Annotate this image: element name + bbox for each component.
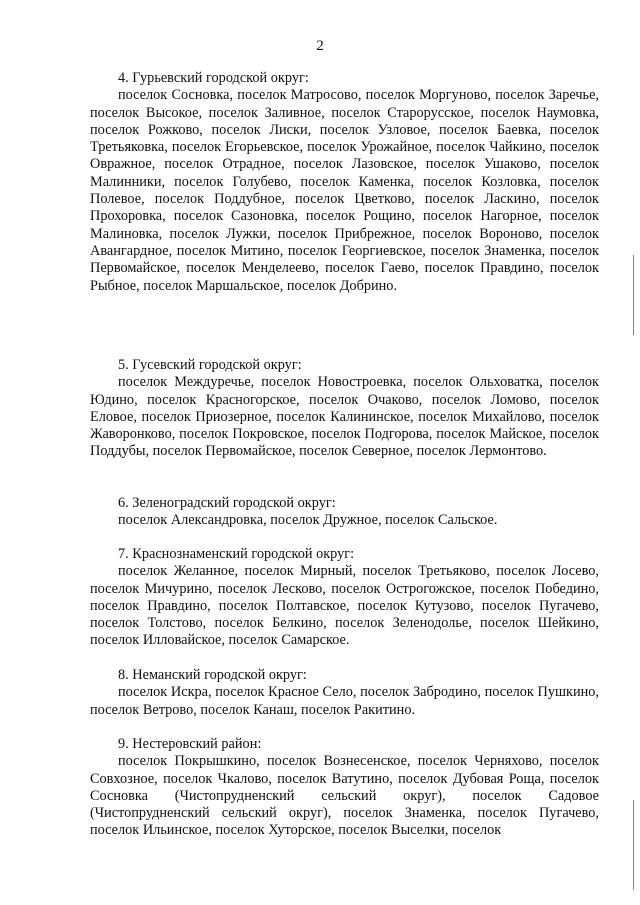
section-body: поселок Искра, поселок Красное Село, поселок Забродино, поселок Пушкино, поселок Ветрово, поселок Канаш, поселок Ракитино. [90, 684, 599, 718]
section-body: поселок Александровка, поселок Дружное, поселок Сальское. [118, 512, 498, 529]
section-body: поселок Желанное, поселок Мирный, поселок Третьяково, поселок Лосево, поселок Мичурино, поселок Лесково, поселок Острогожское, поселок Победино, поселок Правдино, поселок Полтавское, поселок Кутузово, поселок Пугачево, поселок Толстово, поселок Белкино, поселок Зеленодолье, поселок Шейкино, поселок Илловайское, поселок Самарское. [90, 563, 599, 649]
section-heading: 4. Гурьевский городской округ: [118, 70, 309, 86]
section-heading: 8. Неманский городской округ: [118, 667, 307, 683]
section-heading: 6. Зеленоградский городской округ: [118, 495, 336, 511]
section-neman [90, 667, 599, 719]
section-zelenogradsk [90, 495, 599, 530]
section-body: поселок Сосновка, поселок Матросово, поселок Моргуново, поселок Заречье, поселок Высокое, поселок Заливное, поселок Старорусское, поселок Наумовка, поселок Рожково, поселок Лиски, поселок Узловое, поселок Баевка, поселок Третьяковка, поселок Егорьевское, поселок Урожайное, поселок Чайкино, поселок Овражное, поселок Отрадное, поселок Лазовское, поселок Ушаково, поселок Малинники, поселок Голубево, поселок Каменка, поселок Козловка, поселок Полевое, поселок Поддубное, поселок Цветково, поселок Ласкино, поселок Прохоровка, поселок Сазоновка, поселок Рощино, поселок Нагорное, поселок Малиновка, поселок Лужки, поселок Прибрежное, поселок Вороново, поселок Авангардное, поселок Митино, поселок Георгиевское, поселок Знаменка, поселок Первомайское, поселок Менделеево, поселок Гаево, поселок Правдино, поселок Рыбное, поселок Маршальское, поселок Добрино. [90, 87, 599, 294]
scan-edge-mark [633, 800, 634, 890]
section-gusev [90, 357, 599, 461]
section-body: поселок Покрышкино, поселок Вознесенское, поселок Черняхово, поселок Совхозное, поселок Чкалово, поселок Ватутино, поселок Дубовая Роща, поселок Сосновка (Чистопрудненский сельский округ), поселок Садовое (Чистопрудненский сельский округ), поселок Знаменка, поселок Пугачево, поселок Ильинское, поселок Хуторское, поселок Выселки, поселок [90, 753, 599, 839]
section-krasnoznamensk [90, 546, 599, 650]
section-heading: 7. Краснознаменский городской округ: [118, 546, 355, 562]
section-heading: 5. Гусевский городской округ: [118, 357, 302, 373]
section-heading: 9. Нестеровский район: [118, 736, 262, 752]
section-gurievsk [90, 70, 599, 295]
scan-edge-mark [633, 255, 634, 335]
section-body: поселок Междуречье, поселок Новостроевка, поселок Ольховатка, поселок Юдино, поселок Красногорское, поселок Очаково, поселок Ломово, поселок Еловое, поселок Приозерное, поселок Калининское, поселок Михайлово, поселок Жаворонково, поселок Покровское, поселок Подгорова, поселок Майское, поселок Поддубы, поселок Первомайское, поселок Северное, поселок Лермонтово. [90, 374, 599, 460]
section-nesterov [90, 736, 599, 840]
page-number: 2 [316, 38, 324, 54]
